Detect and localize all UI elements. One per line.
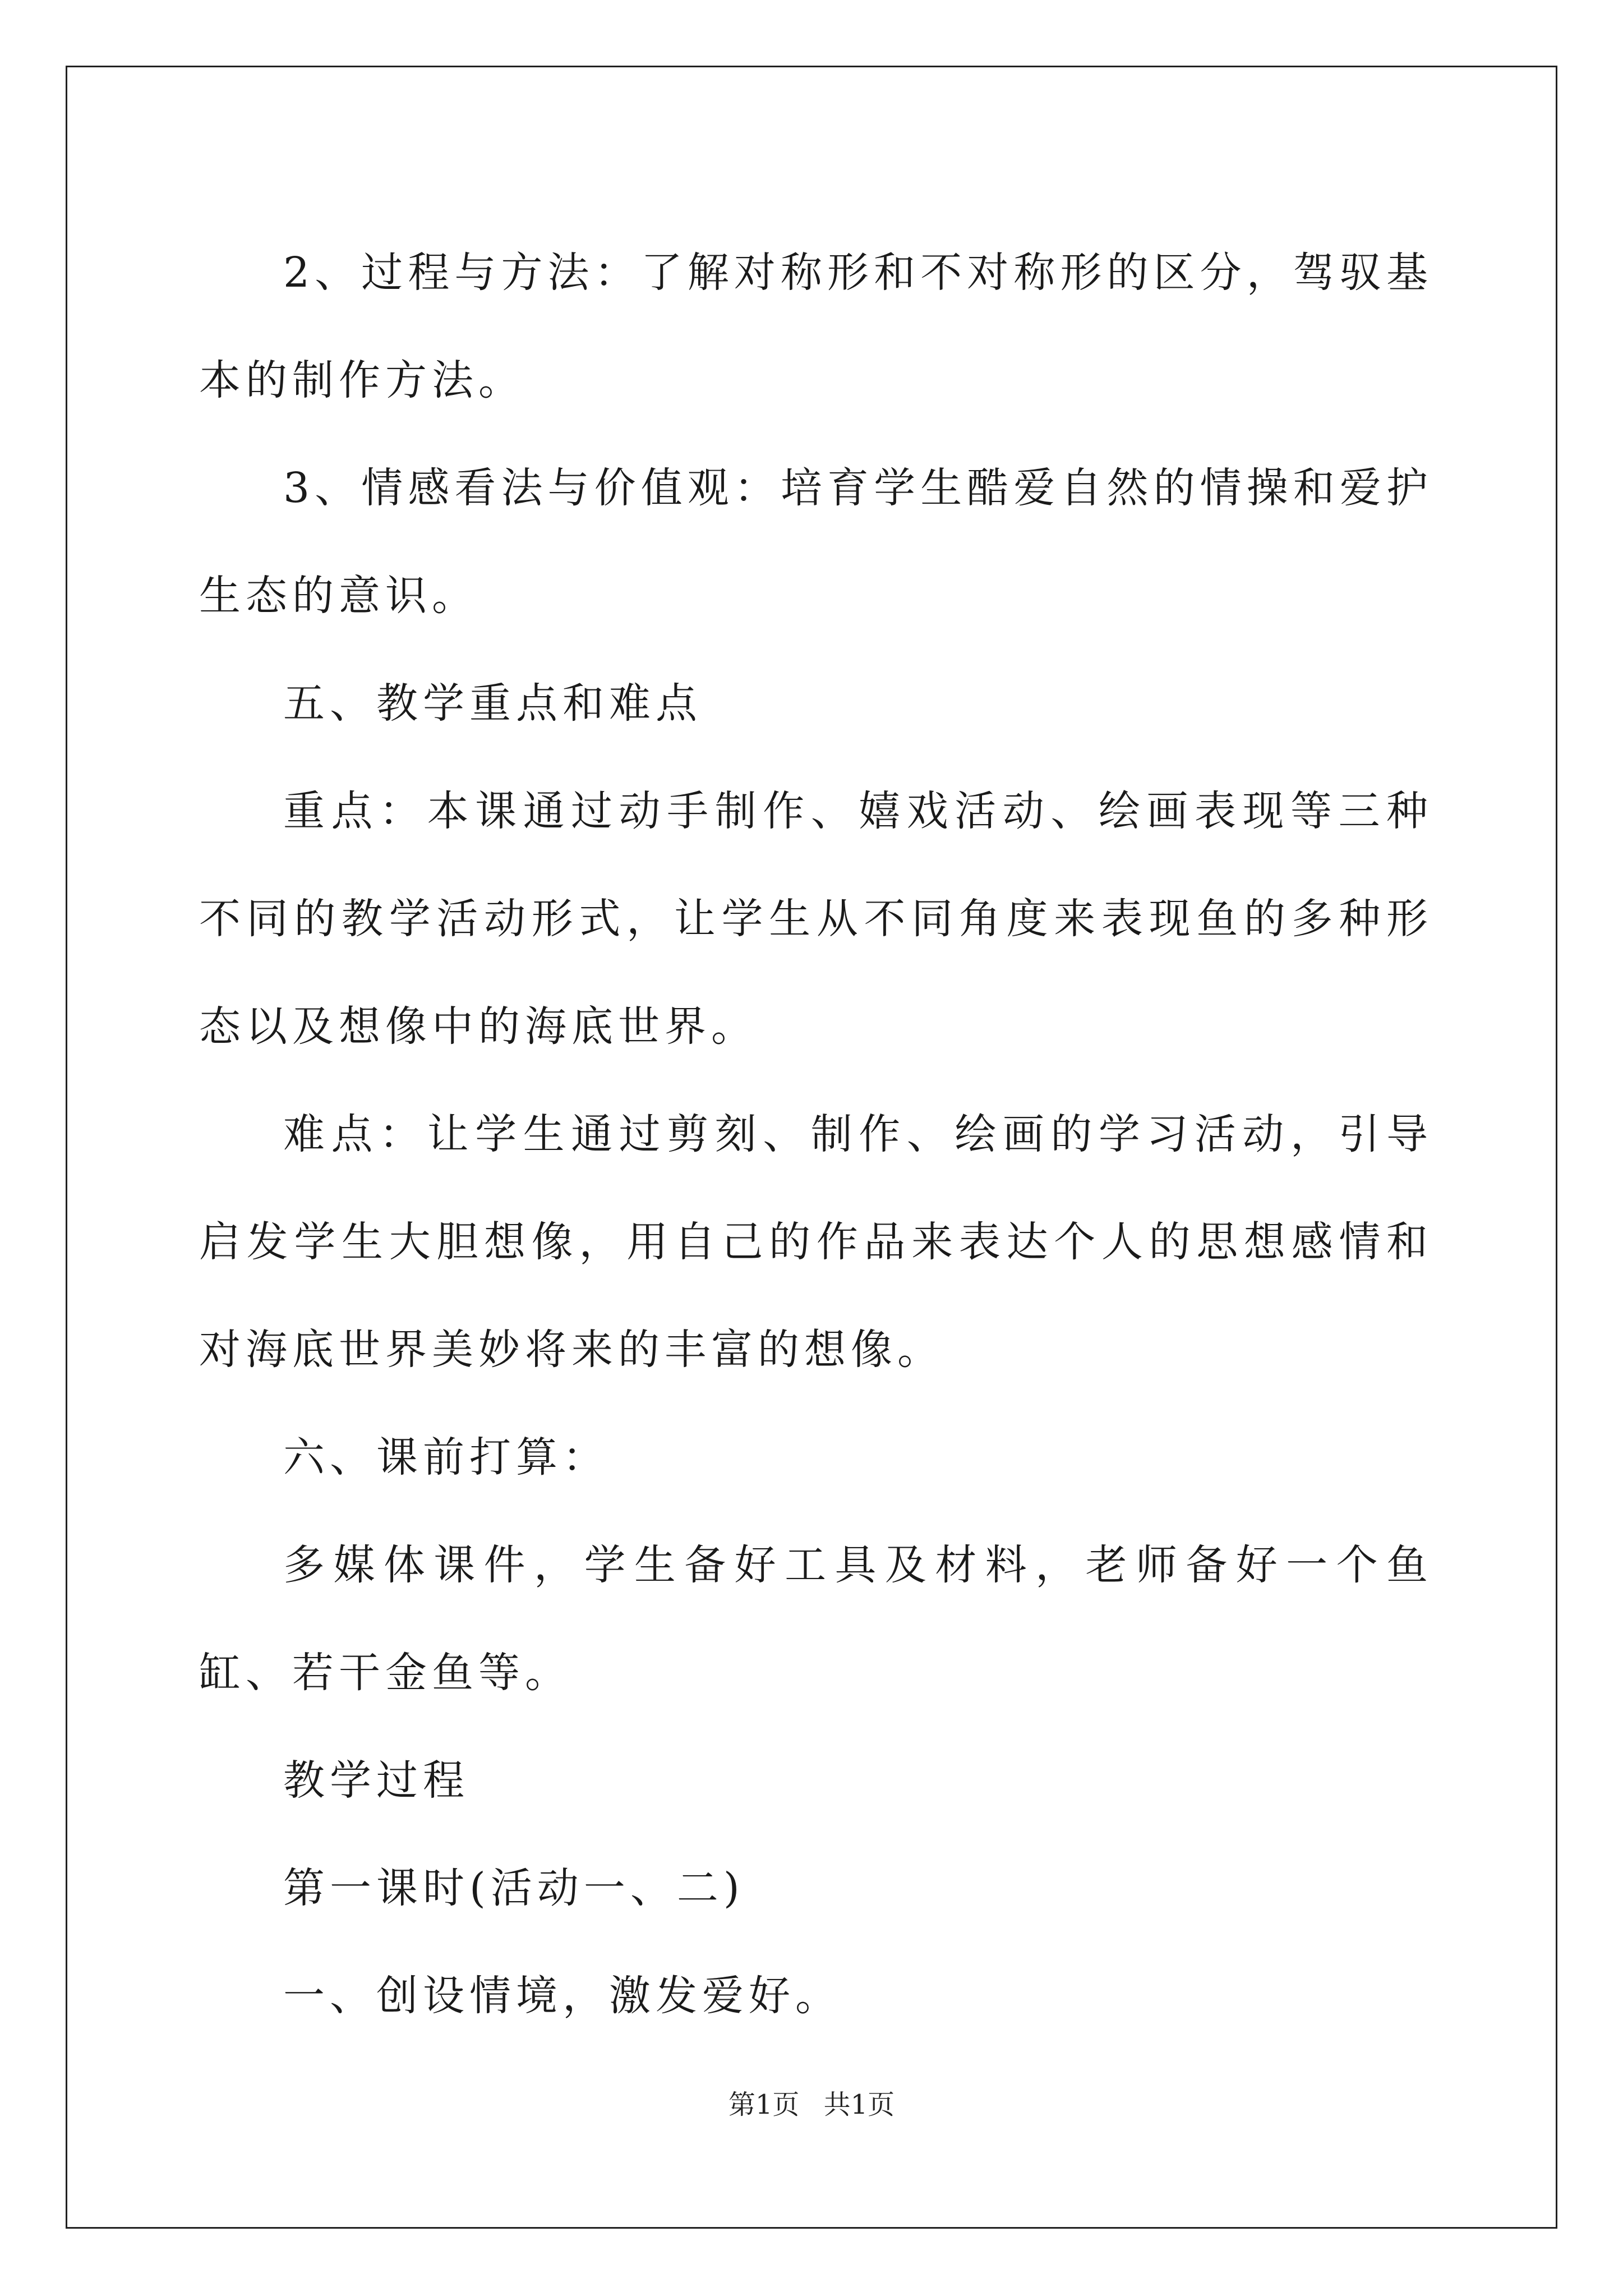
page-footer (0, 2087, 1623, 2123)
page-number-current: 第1页 (728, 2089, 800, 2120)
heading-key-difficult-points: 五、教学重点和难点 (283, 679, 702, 728)
paragraph-key-points: 重点：本课通过动手制作、嬉戏活动、绘画表现等三种不同的教学活动形式，让学生从不同角度来表现鱼的多种形态以及想像中的海底世界。 (199, 787, 1433, 1051)
heading-create-situation: 一、创设情境，激发爱好。 (283, 1972, 842, 2020)
heading-first-lesson: 第一课时(活动一、二) (283, 1864, 745, 1912)
paragraph-preparation-materials: 多媒体课件，学生备好工具及材料，老师备好一个鱼缸、若干金鱼等。 (199, 1541, 1433, 1697)
heading-teaching-process: 教学过程 (283, 1756, 469, 1805)
paragraph-process-method: 2、过程与方法：了解对称形和不对称形的区分，驾驭基本的制作方法。 (199, 249, 1433, 404)
page-number-total: 共1页 (823, 2089, 895, 2120)
heading-preparation: 六、课前打算： (283, 1433, 609, 1481)
document-body (199, 219, 1433, 2050)
paragraph-emotion-values: 3、情感看法与价值观：培育学生酷爱自然的情操和爱护生态的意识。 (199, 464, 1433, 620)
paragraph-difficult-points: 难点：让学生通过剪刻、制作、绘画的学习活动，引导启发学生大胆想像，用自己的作品来表达个人的思想感情和对海底世界美妙将来的丰富的想像。 (199, 1110, 1433, 1374)
